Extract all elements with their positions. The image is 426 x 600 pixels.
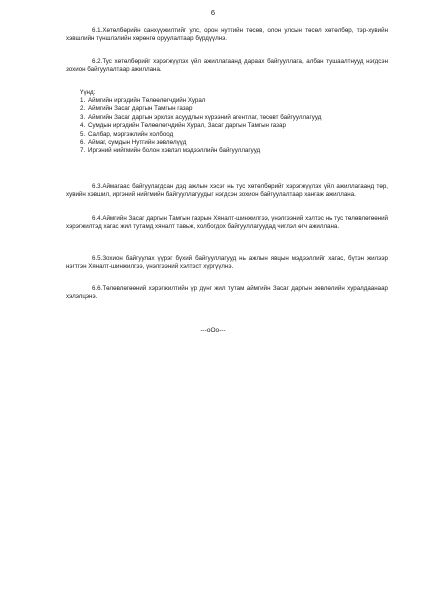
list-item-number: 7.: [80, 147, 86, 155]
paragraph-6-1: 6.1.Хөтөлбөрийн санхүүжилтийг улс, орон нутгийн төсөв, олон улсын төсөл хөтөлбөр, тэр-хувийн хэвшлийн түншлэлийн хөрөнгө оруулалтаар бүрдүүлнэ.: [66, 27, 388, 43]
list-item-text: Иргэний нийгмийн болон хэвлэл мэдээллийн байгууллагууд: [88, 147, 261, 155]
list-item-number: 3.: [80, 113, 86, 121]
list-item: [80, 147, 380, 155]
paragraph-6-5: 6.5.Зохион байгуулах үүрэг бүхий байгууллагууд нь ажлын явцын мэдээллийг хагас, бүтэн жилээр нэгтгэн Хяналт-шинжилгээ, үнэлгээний хэлтэст хүргүүлнэ.: [66, 255, 388, 271]
list-item-text: Сумдын иргэдийн Төлөөлөгчдийн Хурал, Засаг даргын Тамгын газар: [88, 122, 286, 130]
list-item-number: 1.: [80, 97, 86, 104]
list-item-text: Аймаг, сумдын Нутгийн зөвлөлүүд: [88, 139, 187, 147]
paragraph-6-4: 6.4.Аймгийн Засаг даргын Тамгын газрын Хяналт-шинжилгээ, үнэлгээний хэлтэс нь тус төлөвлөгөөний хэрэгжилтэд хагас жил тутамд хяналт тавьж, холбогдох байгууллагуудад чиглэл өгч ажиллана.: [66, 215, 388, 231]
paragraph-6-6: 6.6.Төлөвлөгөөний хэрэгжилтийн үр дүнг жил тутам аймгийн Засаг даргын зөвлөлийн хуралдаанаар хэлэлцэнэ.: [66, 285, 388, 301]
list-item-number: 4.: [80, 122, 86, 130]
list-item-text: Аймгийн Засаг даргын Тамгын газар: [88, 105, 193, 113]
list-item: [80, 122, 380, 130]
list-item-text: Салбар, мэргэжлийн холбоод: [88, 130, 174, 138]
end-mark: ---oOo---: [200, 327, 226, 334]
list-item: [80, 114, 380, 122]
list-item-number: 6.: [80, 139, 86, 147]
organization-list: [80, 97, 380, 156]
paragraph-6-3: 6.3.Аймагаас байгуулагдсан дэд ажлын хэсэг нь тус хөтөлбөрийг хэрэгжүүлэх үйл ажиллагаанд төр, хувийн хэвшил, иргэний нийгмийн байгууллагуудыг нэгдсэн зохион байгуулалтаар хангаж ажиллана.: [66, 183, 388, 199]
list-item-number: 5.: [80, 130, 86, 138]
list-item: [80, 131, 380, 139]
list-title: Үүнд:: [80, 89, 96, 96]
page-number: 6: [210, 8, 216, 17]
list-item: [80, 97, 380, 105]
list-item-text: Аймгийн Засаг даргын эрхлэх асуудлын хүрээний агентлаг, төсөвт байгууллагууд: [88, 113, 322, 121]
list-item: [80, 139, 380, 147]
list-item: [80, 105, 380, 113]
list-item-text: Аймгийн иргэдийн Төлөөлөгчдийн Хурал: [88, 97, 206, 104]
list-item-number: 2.: [80, 105, 86, 113]
paragraph-6-2: 6.2.Тус хөтөлбөрийг хэрэгжүүлэх үйл ажиллагаанд дараах байгууллага, албан тушаалтнууд нэгдсэн зохион байгуулалтаар ажиллана.: [66, 58, 388, 74]
